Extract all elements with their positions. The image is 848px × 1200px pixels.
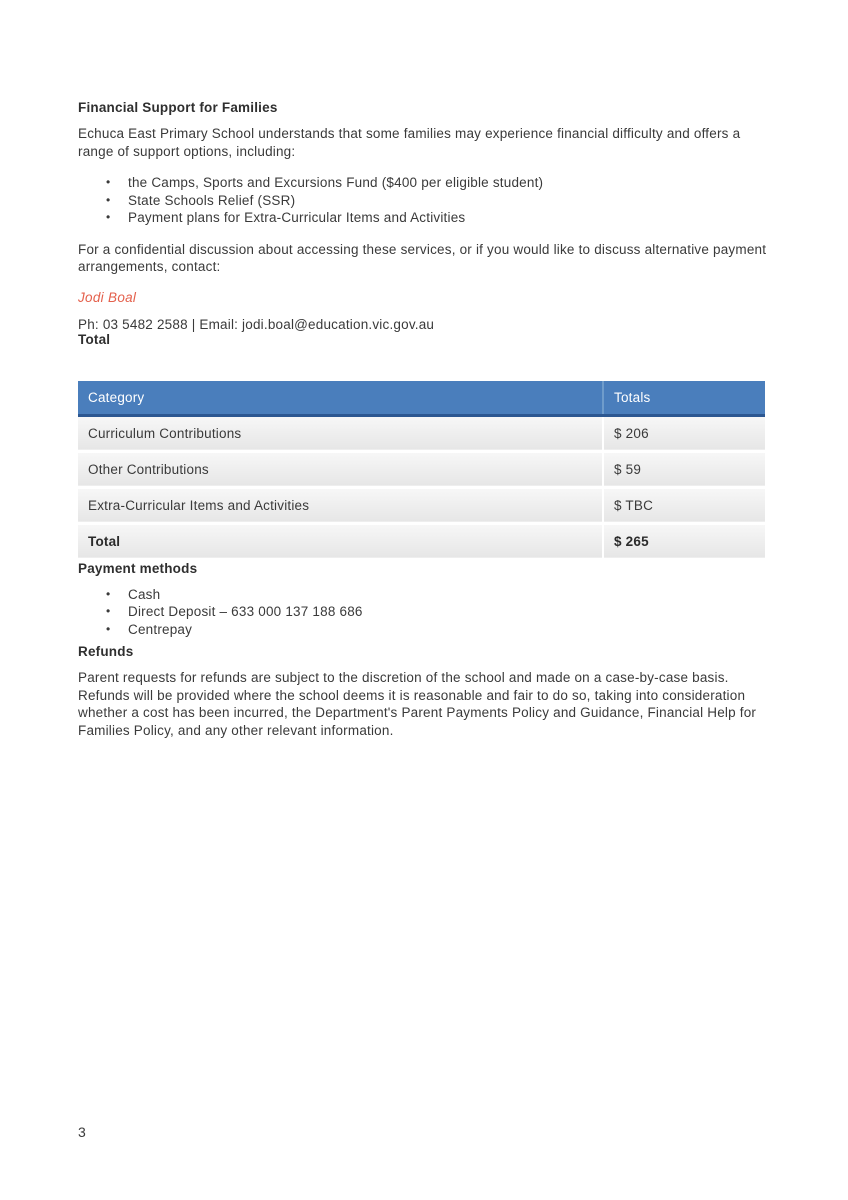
cell-total: $ TBC <box>603 487 765 523</box>
contact-details: Ph: 03 5482 2588 | Email: jodi.boal@education.vic.gov.au <box>78 316 435 332</box>
list-item: • Cash <box>106 586 768 604</box>
financial-support-intro: Echuca East Primary School understands that some families may experience financial difficulty and offers a range of support options, including: <box>78 126 741 159</box>
list-item: • Centrepay <box>106 621 768 639</box>
financial-support-heading: Financial Support for Families <box>78 100 278 115</box>
list-item: • Payment plans for Extra-Curricular Items and Activities <box>106 209 768 227</box>
list-item: • Direct Deposit – 633 000 137 188 686 <box>106 603 768 621</box>
totals-table <box>78 381 765 561</box>
contact-name: Jodi Boal <box>78 289 137 305</box>
column-header-totals: Totals <box>603 381 765 416</box>
list-item: • State Schools Relief (SSR) <box>106 192 768 210</box>
payment-methods-list <box>78 586 768 639</box>
table-row <box>78 451 765 487</box>
table-row <box>78 487 765 523</box>
table-header-row <box>78 381 765 416</box>
page-number: 3 <box>78 1124 86 1140</box>
table-row-total <box>78 523 765 559</box>
cell-total: $ 206 <box>603 415 765 451</box>
contact-paragraph: For a confidential discussion about accessing these services, or if you would like to discuss alternative payment arrangements, contact: <box>78 241 767 274</box>
cell-total: $ 59 <box>603 451 765 487</box>
table-row <box>78 415 765 451</box>
total-heading: Total <box>78 331 111 347</box>
column-header-category: Category <box>78 381 603 416</box>
list-item: • the Camps, Sports and Excursions Fund ($400 per eligible student) <box>106 174 768 192</box>
payment-methods-heading: Payment methods <box>78 560 198 576</box>
cell-total: $ 265 <box>603 523 765 559</box>
cell-category: Extra-Curricular Items and Activities <box>78 487 603 523</box>
page-content <box>78 100 768 753</box>
support-options-list <box>78 174 768 227</box>
cell-category: Total <box>78 523 603 559</box>
refunds-heading: Refunds <box>78 644 134 659</box>
cell-category: Other Contributions <box>78 451 603 487</box>
refunds-paragraph: Parent requests for refunds are subject to the discretion of the school and made on a case-by-case basis. Refunds will be provided where the school deems it is reasonable and fair to do so, taking into consideration whether a cost has been incurred, the Department's Parent Payments Policy and Guidance, Financial Help for Families Policy, and any other relevant information. <box>78 670 757 738</box>
cell-category: Curriculum Contributions <box>78 415 603 451</box>
